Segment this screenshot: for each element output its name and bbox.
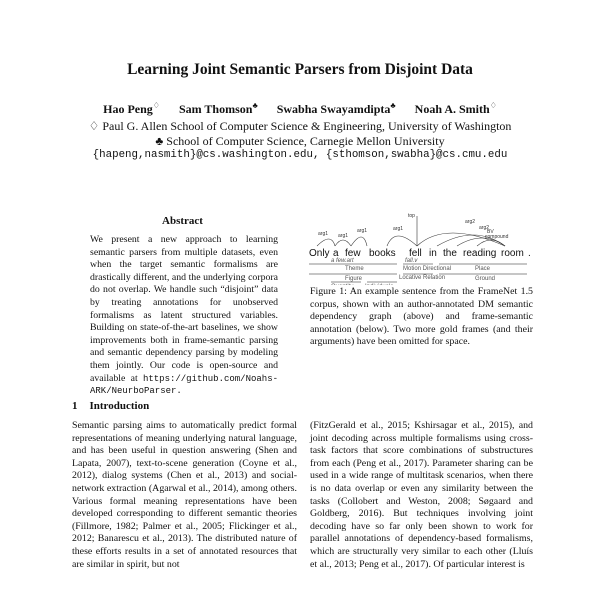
intro-left-column: Semantic parsing aims to automatically predict formal representations of meaning underlying natural language, and has been useful in question answering (Shen and Lapata, 2007), text-to-scene generation (Coyne et al., 2012), dialog systems (Chen et al., 2013) and social-network extraction (Agarwal et al., 2014), among others. Various formal meaning representations have been developed corresponding to different semantic theories (Fillmore, 1982; Palmer et al., 2005; Flickinger et al., 2012; Banarescu et al., 2013). The distributed nature of these efforts results in a set of annotated resources that are similar in spirit, but not [72,420,297,570]
span-figure: Figure [345,276,363,282]
word-only: Only [309,248,330,259]
frame-motion: Motion Directional [403,266,452,272]
abstract-heading: Abstract [162,215,203,227]
arc-label-4: top [408,213,415,219]
affiliation-2: ♣ School of Computer Science, Carnegie Mellon University [155,134,445,148]
arc-1 [317,239,335,246]
arc-label-8: BV [487,229,494,235]
word-few: few [345,248,361,259]
dependency-arcs [317,216,505,246]
frame-theme: Theme [345,266,364,272]
author-list [0,101,600,117]
word-in: in [429,248,437,259]
author-1: Hao Peng♢ [103,101,160,116]
section-number: 1 [72,400,78,412]
frame-place: Place [475,266,491,272]
word-the: the [443,248,457,259]
arc-label-5: arg1 [393,226,404,232]
word-room: room [501,248,524,259]
word-a: a [333,248,339,259]
author-4: Noah A. Smith♢ [414,101,497,116]
abstract-text: We present a new approach to learning semantic parsers from multiple datasets, even when the target semantic formalisms are drastically different, and the underlying corpora do not overlap. We handle such “disjoint” data by treating annotations for unobserved formalisms as latent structured variables. Building on state-of-the-art baselines, we show improvements both in frame-semantic parsing and semantic dependency parsing by modeling them jointly. Our code is open-source and available at [90,234,278,384]
word-books: books [369,248,396,259]
role-individuals [365,284,393,285]
author-2: Sam Thomson♣ [178,101,258,116]
arc-9 [477,240,505,246]
arc-4 [387,236,417,246]
arc-label-9: compound [485,234,509,240]
arc-2 [335,240,351,246]
role-quantity [331,284,353,285]
arc-3 [351,237,367,246]
arc-label-3: arg1 [357,228,368,234]
arc-label-2: arg1 [338,233,349,239]
intro-right-column: (FitzGerald et al., 2015; Kshirsagar et al., 2015), and joint decoding across multiple formalisms using cross-task factors that score combinations of substructures from each (Peng et al., 2017). Parameter sharing can be used in a wide range of multitask scenarios, when there is no data overlap or even any similarity between the tasks (Collobert and Weston, 2008; Søgaard and Goldberg, 2016). But techniques involving joint decoding have so far only been shown to work for parallel annotations of dependency-based formalisms, which are structurally very similar to each other (Lluís et al., 2013; Peng et al., 2017). Of particular interest is [310,420,533,570]
section-title: Introduction [89,400,150,412]
word-reading: reading [463,248,497,259]
arc-label-6: arg2 [465,219,476,225]
word-period: . [528,248,531,259]
target-1: a few.art [331,258,354,264]
section-heading [72,400,149,412]
target-2: fall.v [405,258,418,264]
arc-labels [318,213,509,240]
abstract-body [90,234,278,398]
arc-label-7: arg2 [479,225,490,231]
affiliation-1: ♢ Paul G. Allen School of Computer Science & Engineering, University of Washington [88,119,512,133]
paper-title: Learning Joint Semantic Parsers from Disjoint Data [127,61,473,78]
code-url-link[interactable]: https://github.com/Noahs-ARK/NeurboParser. [90,373,278,397]
figure-1 [305,210,535,285]
span-locative: Locative Relation [399,275,446,281]
author-3: Swabha Swayamdipta♣ [276,101,396,116]
word-fell: fell [409,248,422,259]
span-ground: Ground [475,276,496,282]
figure-1-caption: Figure 1: An example sentence from the FrameNet 1.5 corpus, shown with an author-annotated DM semantic dependency graph (above) and frame-semantic annotation (below). Two more gold frames (and their arguments) have been omitted for space. [310,286,533,348]
arc-label-1: arg1 [318,231,329,237]
author-emails: {hapeng,nasmith}@cs.washington.edu, {sthomson,swabha}@cs.cmu.edu [92,149,508,161]
